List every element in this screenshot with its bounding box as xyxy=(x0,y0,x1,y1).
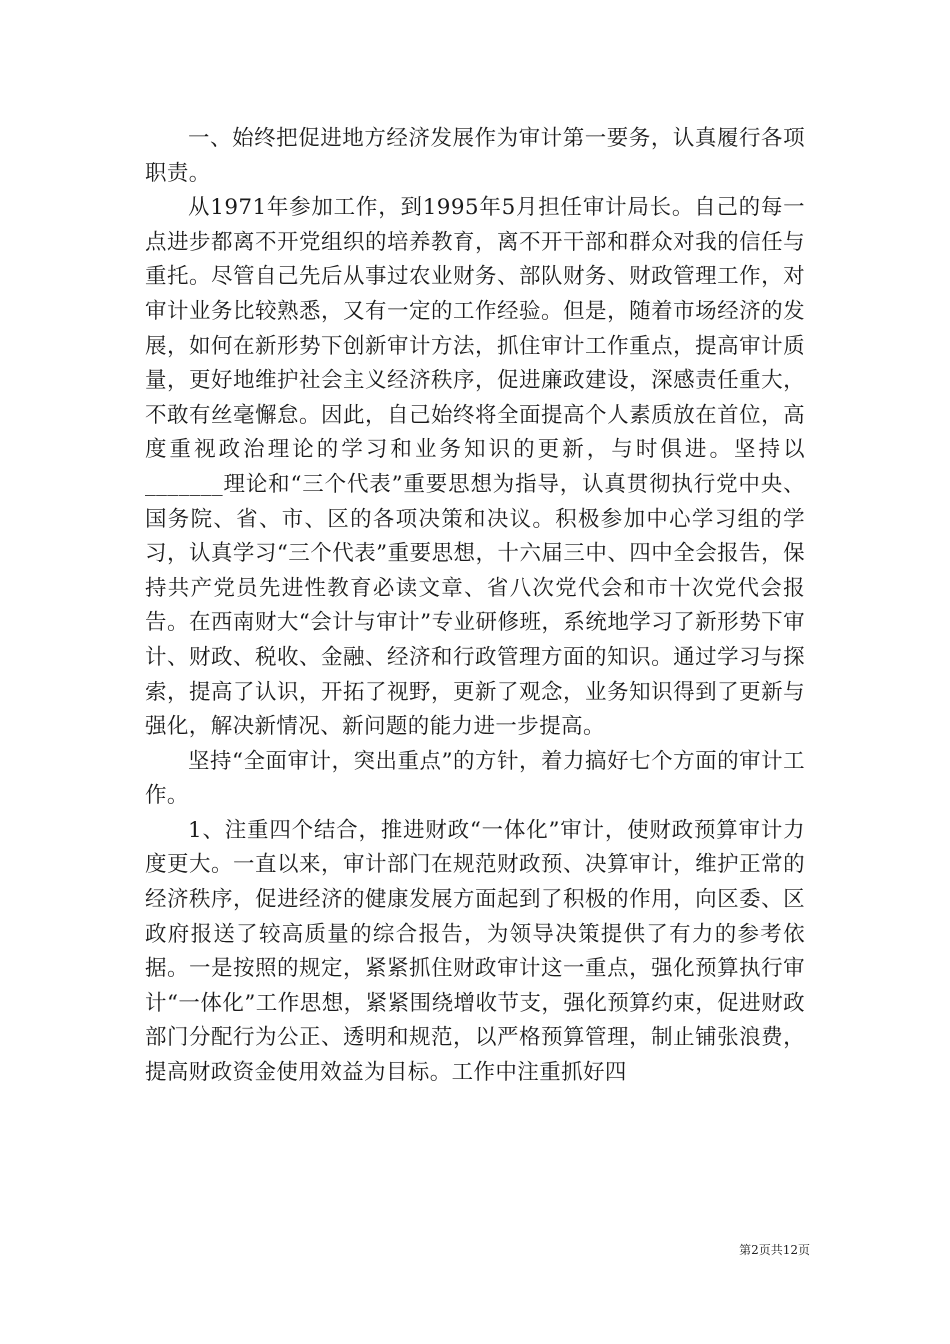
body-paragraph: 1、注重四个结合，推进财政“一体化”审计，使财政预算审计力度更大。一直以来，审计部门在规范财政预、决算审计，维护正常的经济秩序，促进经济的健康发展方面起到了积极的作用，向区委、区政府报送了较高质量的综合报告，为领导决策提供了有力的参考依据。一是按照的规定，紧紧抓住财政审计这一重点，强化预算执行审计“一体化”工作思想，紧紧围绕增收节支，强化预算约束，促进财政部门分配行为公正、透明和规范，以严格预算管理，制止铺张浪费，提高财政资金使用效益为目标。工作中注重抓好四 xyxy=(145,817,805,1086)
body-paragraph: 坚持“全面审计，突出重点”的方针，着力搞好七个方面的审计工作。 xyxy=(145,748,805,809)
document-body xyxy=(145,122,805,1091)
section-heading-paragraph: 一、始终把促进地方经济发展作为审计第一要务，认真履行各项职责。 xyxy=(145,126,805,186)
body-paragraph: 从1971年参加工作，到1995年5月担任审计局长。自己的每一点进步都离不开党组织的培养教育，离不开干部和群众对我的信任与重托。尽管自己先后从事过农业财务、部队财务、财政管理工作，对审计业务比较熟悉，又有一定的工作经验。但是，随着市场经济的发展，如何在新形势下创新审计方法，抓住审计工作重点，提高审计质量，更好地维护社会主义经济秩序，促进廉政建设，深感责任重大，不敢有丝毫懈怠。因此，自己始终将全面提高个人素质放在首位，高度重视政治理论的学习和业务知识的更新，与时俱进。坚持以_______理论和“三个代表”重要思想为指导，认真贯彻执行党中央、国务院、省、市、区的各项决策和决议。积极参加中心学习组的学习，认真学习“三个代表”重要思想，十六届三中、四中全会报告，保持共产党员先进性教育必读文章、省八次党代会和市十次党代会报告。在西南财大“会计与审计”专业研修班，系统地学习了新形势下审计、财政、税收、金融、经济和行政管理方面的知识。通过学习与探索，提高了认识，开拓了视野，更新了观念，业务知识得到了更新与强化，解决新情况、新问题的能力进一步提高。 xyxy=(145,195,805,740)
page-number: 第2页共12页 xyxy=(739,1243,810,1257)
